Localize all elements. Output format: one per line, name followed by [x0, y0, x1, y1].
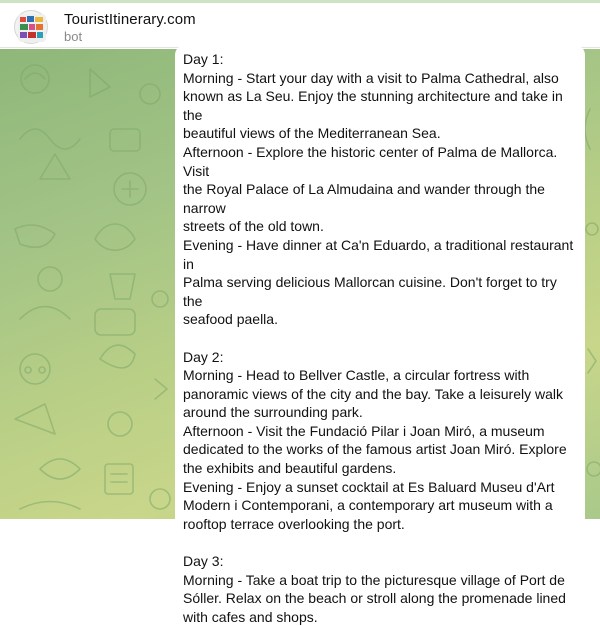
- message-line: the Royal Palace of La Almudaina and wander through the narrow: [183, 181, 549, 216]
- message-blank-line: [183, 329, 578, 348]
- message-line: Morning - Head to Bellver Castle, a circular fortress with: [183, 367, 530, 384]
- message-line: seafood paella.: [183, 311, 278, 328]
- message-line: Morning - Start your day with a visit to Palma Cathedral, also: [183, 69, 559, 86]
- message-text[interactable]: [183, 50, 578, 626]
- message-line: with cafes and shops.: [183, 608, 318, 625]
- message-line: Morning - Take a boat trip to the picturesque village of Port de: [183, 571, 565, 588]
- message-line: known as La Seu. Enjoy the stunning architecture and take in the: [183, 88, 567, 123]
- message-line: panoramic views of the city and the bay. Take a leisurely walk: [183, 385, 564, 402]
- message-line: streets of the old town.: [183, 218, 324, 235]
- message-line: Evening - Enjoy a sunset cocktail at Es Baluard Museu d'Art: [183, 478, 555, 495]
- message-line: Day 3:: [183, 553, 224, 570]
- message-line: beautiful views of the Mediterranean Sea.: [183, 125, 441, 142]
- message-line: rooftop terrace overlooking the port.: [183, 515, 405, 532]
- message-line: the exhibits and beautiful gardens.: [183, 460, 397, 477]
- message-line: Day 2:: [183, 348, 224, 365]
- message-line: Day 1:: [183, 51, 224, 67]
- message-line: Afternoon - Explore the historic center of Palma de Mallorca. Visit: [183, 143, 562, 179]
- avatar[interactable]: [14, 10, 48, 44]
- message-line: Palma serving delicious Mallorcan cuisine. Don't forget to try the: [183, 274, 561, 309]
- message-line: dedicated to the works of the famous artist Joan Miró. Explore: [183, 441, 567, 458]
- message-line: around the surrounding park.: [183, 404, 363, 421]
- message-blank-line: [183, 533, 578, 552]
- message-line: Evening - Have dinner at Ca'n Eduardo, a traditional restaurant in: [183, 236, 578, 272]
- message-line: Modern i Contemporani, a contemporary art museum with a: [183, 497, 553, 514]
- suitcase-stickers-icon: [15, 11, 49, 45]
- message-line: Sóller. Relax on the beach or stroll along the promenade lined: [183, 590, 566, 607]
- message-line: Afternoon - Visit the Fundació Pilar i Joan Miró, a museum: [183, 422, 545, 439]
- chat-subtitle: bot: [64, 29, 83, 44]
- chat-header[interactable]: [0, 3, 600, 48]
- chat-title[interactable]: TouristItinerary.com: [64, 11, 196, 28]
